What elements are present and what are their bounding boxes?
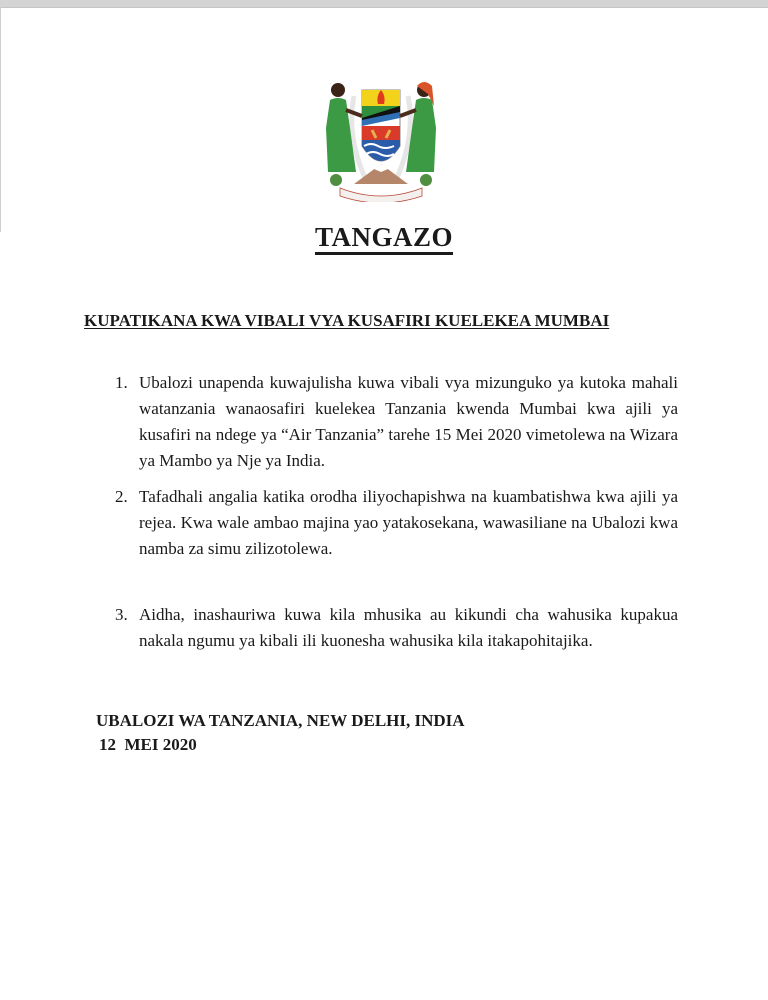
item-text: Tafadhali angalia katika orodha iliyochapishwa na kuambatishwa kwa ajili ya rejea. Kwa wale ambao majina yao yatakosekana, wawasiliane na Ubalozi kwa namba za simu zilizotolewa. bbox=[139, 487, 678, 558]
item-number: 3. bbox=[115, 605, 128, 624]
item-text: Ubalozi unapenda kuwajulisha kuwa vibali vya mizunguko ya kutoka mahali watanzania wanaosafiri kuelekea Tanzania kwenda Mumbai kwa ajili ya kusafiri na ndege ya “Air Tanzania” tarehe 15 Mei 2020 vimetolewa na Wizara ya Mambo ya Nje ya India. bbox=[139, 373, 678, 470]
window-left-edge bbox=[0, 7, 1, 232]
window-top-bar bbox=[0, 0, 768, 8]
item-text: Aidha, inashauriwa kuwa kila mhusika au kikundi cha wahusika kupakua nakala ngumu ya kibali ili kuonesha wahusika kila itakapohitajika. bbox=[139, 605, 678, 650]
list-item bbox=[115, 370, 678, 474]
signature-date: 12 MEI 2020 bbox=[99, 735, 197, 754]
item-number: 2. bbox=[115, 487, 128, 506]
announcement-subtitle: KUPATIKANA KWA VIBALI VYA KUSAFIRI KUELEKEA MUMBAI bbox=[84, 311, 610, 330]
announcement-title: TANGAZO bbox=[0, 222, 768, 255]
list-item bbox=[115, 602, 678, 654]
signature-organization: UBALOZI WA TANZANIA, NEW DELHI, INDIA bbox=[96, 711, 465, 730]
item-number: 1. bbox=[115, 373, 128, 392]
list-item bbox=[115, 484, 678, 562]
coat-of-arms-emblem bbox=[316, 76, 446, 202]
